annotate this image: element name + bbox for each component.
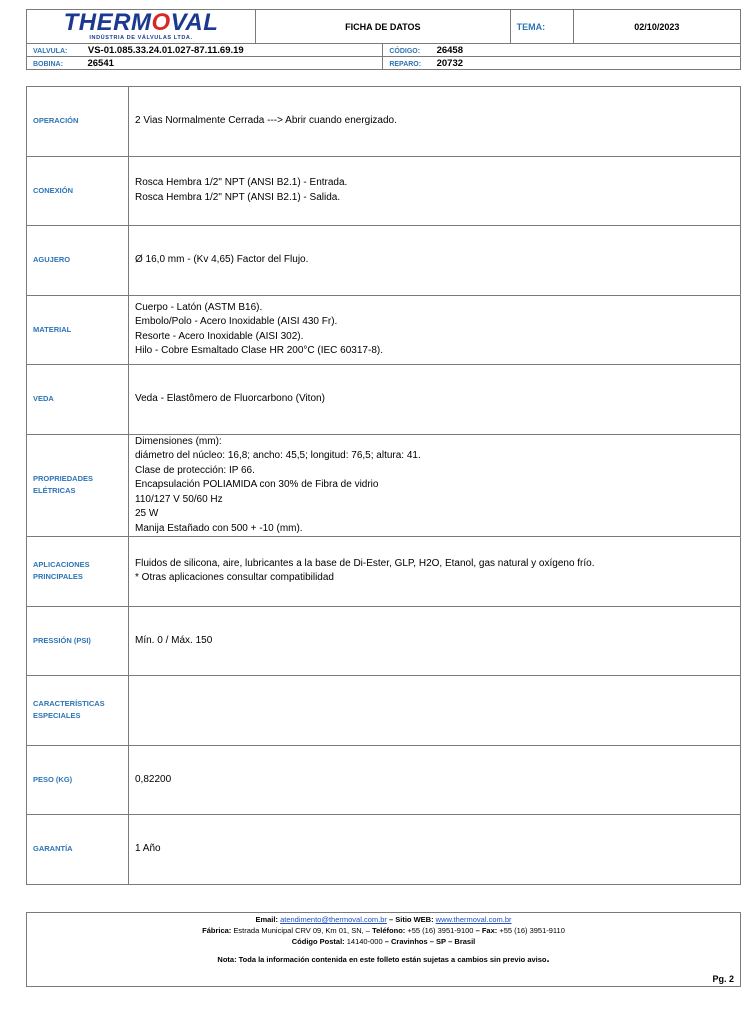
row-material (27, 295, 741, 365)
aplicaciones-value: Fluidos de silicona, aire, lubricantes a la base de Di-Ester, GLP, H2O, Etanol, gas natural y oxígeno frío. * Otras aplicaciones consultar compatibilidad (129, 537, 741, 607)
material-value: Cuerpo - Latón (ASTM B16). Embolo/Polo - Acero Inoxidable (AISI 430 Fr). Resorte - Acero Inoxidable (AISI 302). Hilo - Cobre Esmaltado Clase HR 200°C (IEC 60317-8). (129, 295, 741, 365)
agujero-value: Ø 16,0 mm - (Kv 4,65) Factor del Flujo. (129, 226, 741, 296)
agujero-label: AGUJERO (27, 226, 129, 296)
reparo-cell (383, 57, 741, 70)
row-agujero (27, 226, 741, 296)
reparo-value: 20732 (436, 57, 464, 69)
valvula-value: VS-01.085.33.24.01.027-87.11.69.19 (87, 44, 244, 56)
codigo-cell (383, 44, 741, 57)
thermoval-logo: THERMOVAL INDÚSTRIA DE VÁLVULAS LTDA. (63, 9, 219, 42)
material-label: MATERIAL (27, 295, 129, 365)
row-aplicaciones (27, 537, 741, 607)
veda-label: VEDA (27, 365, 129, 435)
valvula-cell (27, 44, 383, 57)
footer-postal-line: Código Postal: 14140-000 – Cravinhos – SP – Brasil (291, 937, 476, 946)
codigo-label: CÓDIGO: (389, 47, 421, 55)
bobina-label: BOBINA: (33, 60, 63, 68)
footer-note: Nota: Toda la información contenida en este folleto están sujetas a cambios sin previo aviso. (217, 953, 550, 965)
operacion-label: OPERACIÓN (27, 87, 129, 157)
propriedades-label: PROPRIEDADES ELÉTRICAS (27, 434, 129, 537)
conexion-value: Rosca Hembra 1/2" NPT (ANSI B2.1) - Entrada. Rosca Hembra 1/2" NPT (ANSI B2.1) - Salida. (129, 156, 741, 226)
garantia-label: GARANTÍA (27, 815, 129, 885)
tema-label: TEMA: (510, 10, 573, 44)
aplicaciones-label: APLICACIONES PRINCIPALES (27, 537, 129, 607)
footer-contact-line: Email: atendimento@thermoval.com.br – Sitio WEB: www.thermoval.com.br (255, 915, 512, 924)
caracteristicas-value (129, 676, 741, 746)
pression-value: Mín. 0 / Máx. 150 (129, 606, 741, 676)
reparo-label: REPARO: (389, 60, 422, 68)
row-pression (27, 606, 741, 676)
peso-value: 0,82200 (129, 745, 741, 815)
propriedades-value: Dimensiones (mm): diámetro del núcleo: 16,8; ancho: 45,5; longitud: 76,5; altura: 41. Clase de protección: IP 66. Encapsulación POLIAMIDA con 30% de Fibra de vidrio 110/127 V 50/60 Hz 25 W Manija Estañado con 500 + -10 (mm). (129, 434, 741, 537)
veda-value: Veda - Elastômero de Fluorcarbono (Viton) (129, 365, 741, 435)
codigo-value: 26458 (436, 44, 463, 56)
row-garantia (27, 815, 741, 885)
row-propriedades (27, 434, 741, 537)
footer (26, 912, 741, 987)
page-number: Pg. 2 (712, 974, 734, 984)
row-veda (27, 365, 741, 435)
spec-table (26, 86, 741, 885)
pression-label: PRESSIÓN (PSI) (27, 606, 129, 676)
logo-subtitle: INDÚSTRIA DE VÁLVULAS LTDA. (89, 35, 193, 42)
website-link[interactable]: www.thermoval.com.br (435, 915, 512, 924)
operacion-value: 2 Vias Normalmente Cerrada ---> Abrir cuando energizado. (129, 87, 741, 157)
bobina-value: 26541 (87, 57, 114, 69)
row-peso (27, 745, 741, 815)
row-conexion (27, 156, 741, 226)
row-caracteristicas (27, 676, 741, 746)
header-table (26, 9, 741, 70)
conexion-label: CONEXIÓN (27, 156, 129, 226)
valvula-label: VALVULA: (33, 47, 68, 55)
document-title: FICHA DE DATOS (256, 10, 511, 44)
bobina-cell (27, 57, 383, 70)
footer-address-line: Fábrica: Estrada Municipal CRV 09, Km 01, SN, – Teléfono: +55 (16) 3951-9100 – Fax: +55 (16) 3951-9110 (202, 926, 565, 935)
email-link[interactable]: atendimento@thermoval.com.br (280, 915, 387, 924)
tema-value: 02/10/2023 (573, 10, 740, 44)
caracteristicas-label: CARACTERÍSTICAS ESPECIALES (27, 676, 129, 746)
logo-cell (27, 10, 256, 44)
peso-label: PESO (KG) (27, 745, 129, 815)
row-operacion (27, 87, 741, 157)
garantia-value: 1 Año (129, 815, 741, 885)
